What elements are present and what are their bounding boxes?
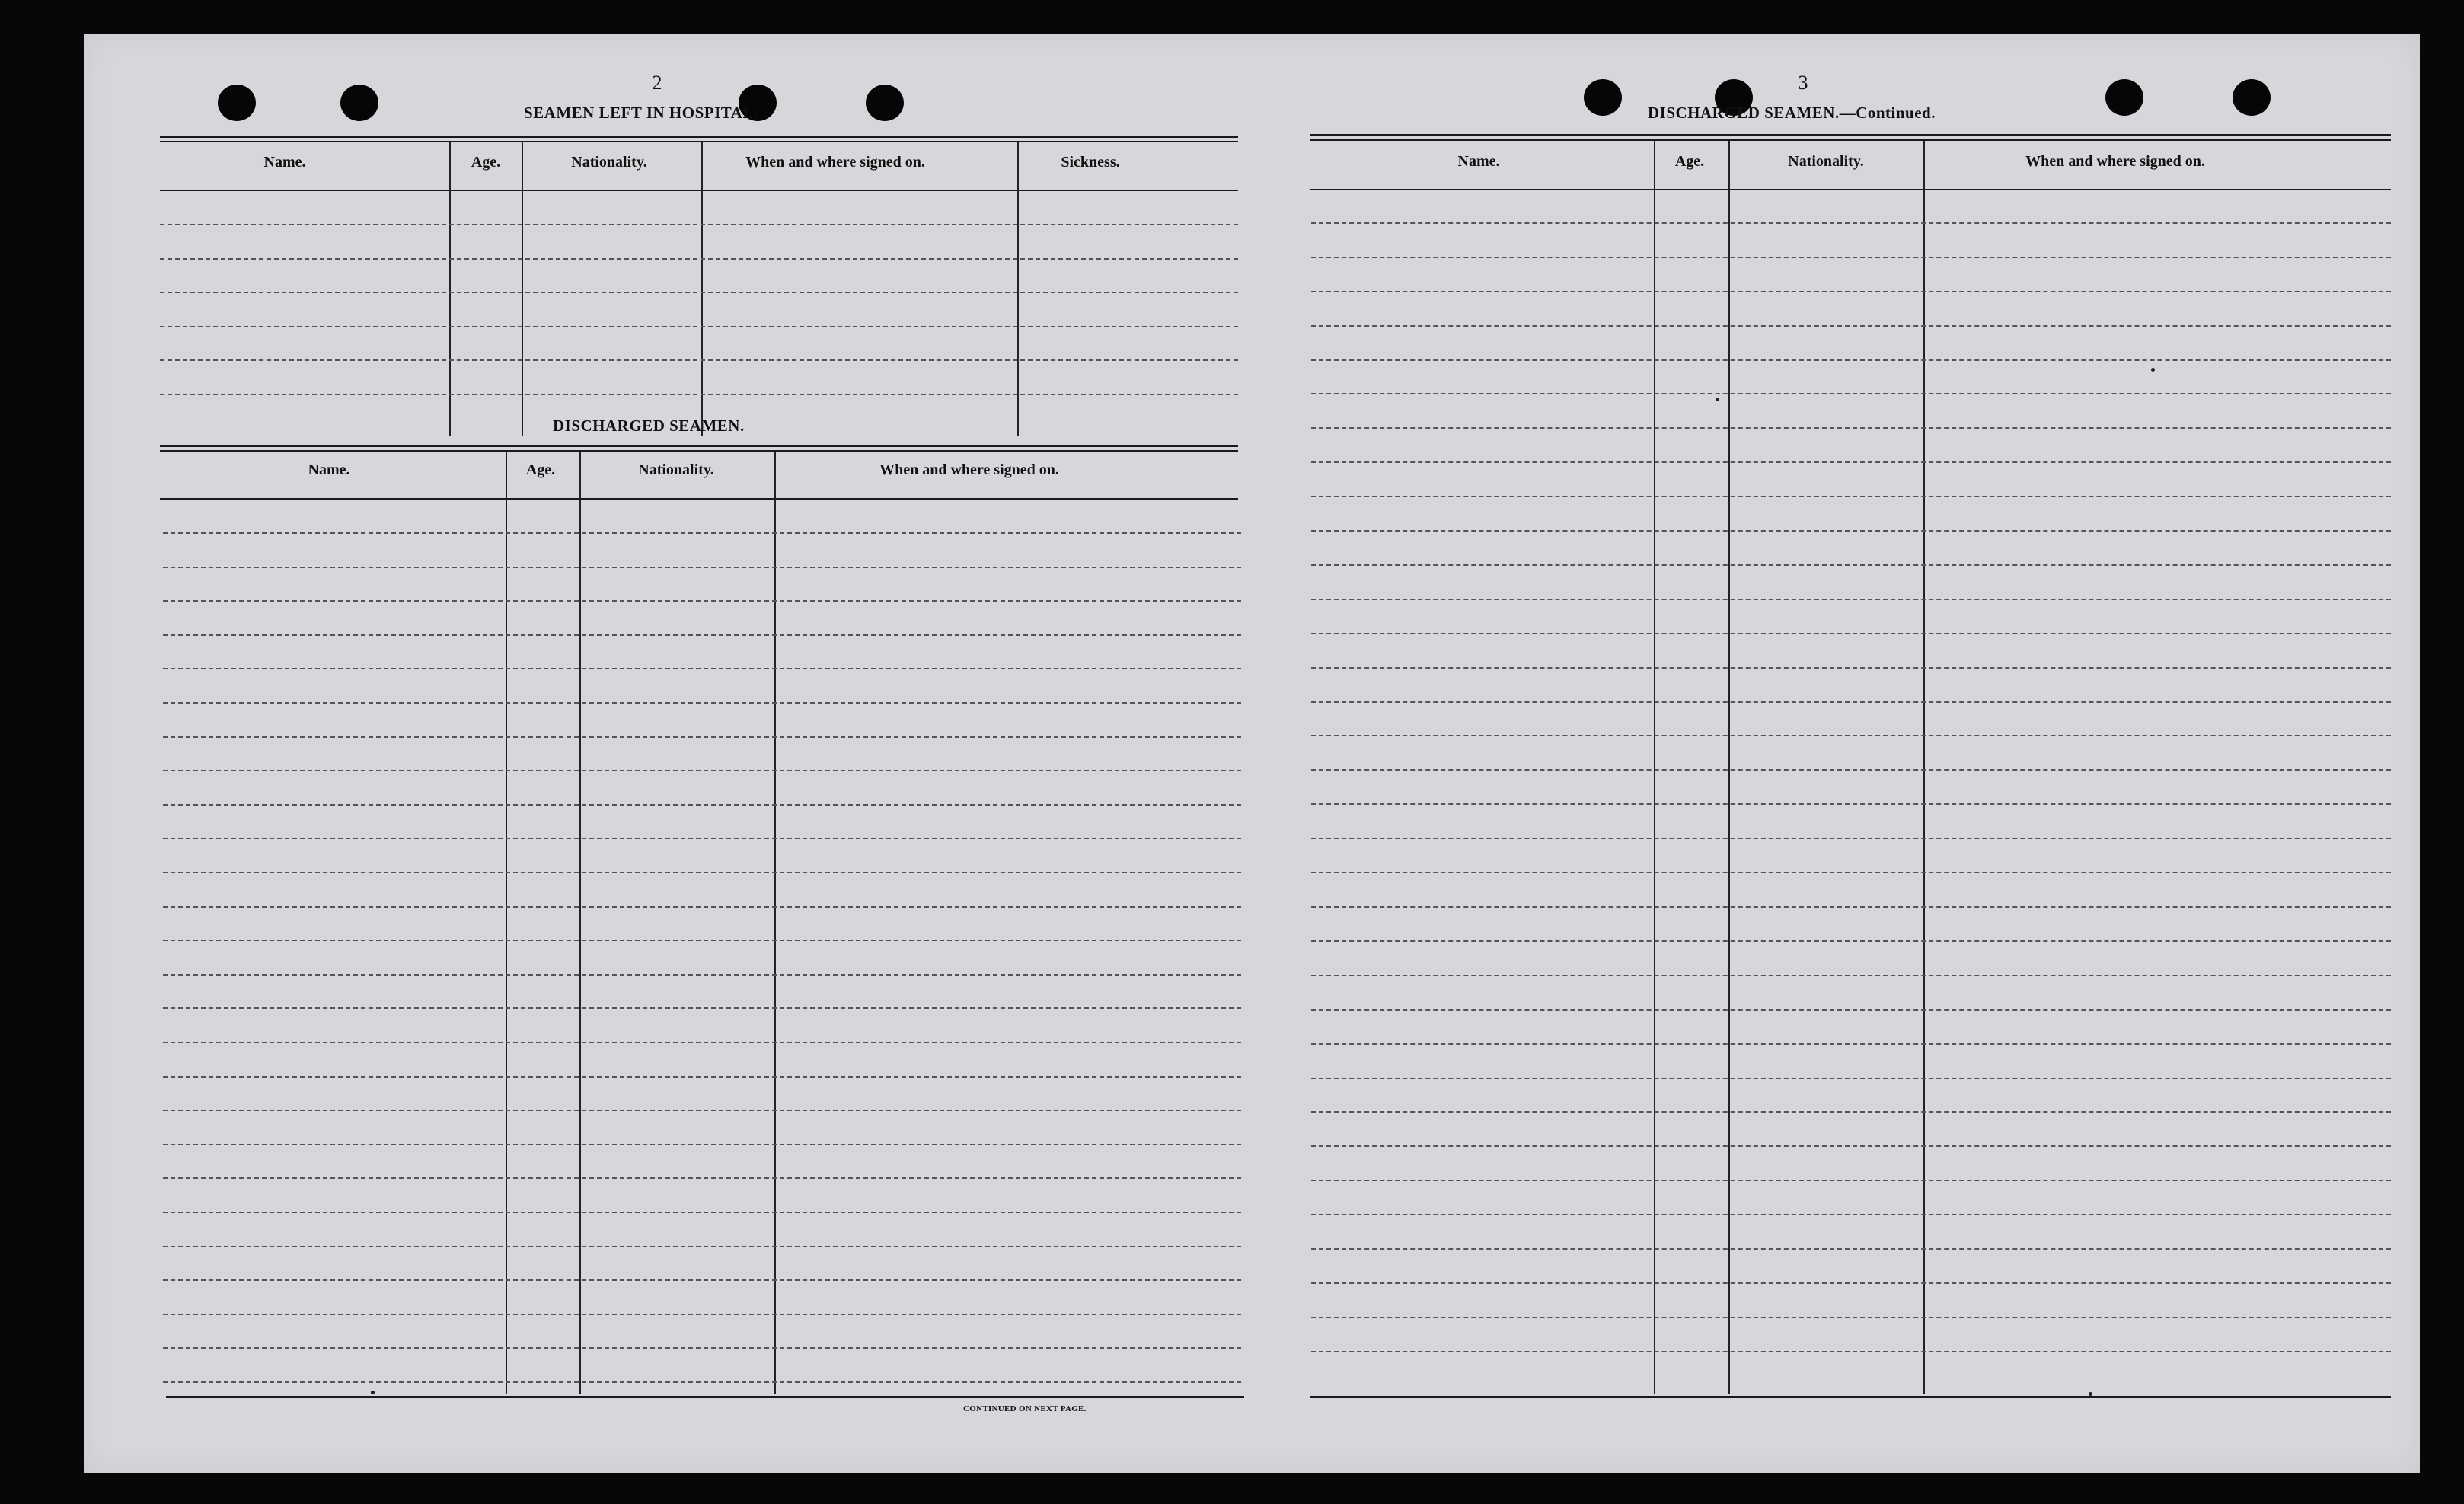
right-col-signed-on: When and where signed on. — [2025, 153, 2205, 170]
ruled-line — [163, 532, 1241, 534]
right-col-divider — [1923, 141, 1925, 1394]
right-col-divider — [1728, 141, 1730, 1394]
ruled-line — [1311, 222, 2391, 224]
right-col-nationality: Nationality. — [1788, 153, 1864, 170]
right-bottom-rule — [1310, 1396, 2391, 1398]
form-sheet — [84, 34, 2420, 1473]
hospital-col-divider — [449, 142, 451, 436]
ruled-line — [163, 1007, 1241, 1009]
ruled-line — [1311, 633, 2391, 634]
ruled-line — [1311, 975, 2391, 976]
paper-speck — [2151, 368, 2155, 372]
ruled-line — [1311, 906, 2391, 908]
ruled-line — [1311, 803, 2391, 805]
ruled-line — [163, 1212, 1241, 1213]
ruled-line — [163, 736, 1241, 738]
hospital-section-title: SEAMEN LEFT IN HOSPITAL. — [524, 104, 758, 122]
ruled-line — [1311, 1351, 2391, 1352]
paper-speck — [2089, 1392, 2092, 1396]
hospital-col-divider — [701, 142, 703, 436]
right-col-name: Name. — [1457, 153, 1500, 170]
hospital-col-nationality: Nationality. — [571, 154, 647, 171]
ruled-line — [163, 702, 1241, 704]
ruled-line — [163, 567, 1241, 568]
discharged-col-age: Age. — [525, 461, 556, 478]
ruled-line — [163, 1279, 1241, 1281]
ruled-line — [163, 838, 1241, 839]
discharged-top-rule — [160, 445, 1238, 447]
discharged-col-divider — [579, 452, 581, 1394]
discharged-bottom-rule — [166, 1396, 1244, 1398]
ruled-line — [163, 1110, 1241, 1111]
ruled-line — [160, 394, 1238, 395]
ruled-line — [163, 1246, 1241, 1247]
discharged-continued-title: DISCHARGED SEAMEN.—Continued. — [1648, 104, 1936, 122]
hospital-col-divider — [1017, 142, 1019, 436]
hospital-top-rule — [160, 136, 1238, 138]
ruled-line — [163, 1177, 1241, 1179]
ruled-line — [1311, 667, 2391, 669]
ruled-line — [1311, 427, 2391, 429]
ruled-line — [163, 634, 1241, 636]
punch-hole — [218, 85, 256, 121]
hospital-col-name: Name. — [263, 154, 306, 171]
hospital-col-divider — [522, 142, 523, 436]
ruled-line — [163, 1381, 1241, 1383]
hospital-top-rule — [160, 141, 1238, 142]
hospital-col-sickness: Sickness. — [1061, 154, 1120, 171]
discharged-col-divider — [774, 452, 776, 1394]
ruled-line — [1311, 1317, 2391, 1318]
ruled-line — [1311, 1078, 2391, 1079]
ruled-line — [1311, 291, 2391, 292]
discharged-header-rule — [160, 498, 1238, 500]
ruled-line — [1311, 769, 2391, 771]
hospital-col-signed-on: When and where signed on. — [745, 154, 925, 171]
ruled-line — [1311, 1248, 2391, 1250]
ruled-line — [1311, 1214, 2391, 1215]
ruled-line — [1311, 838, 2391, 839]
ruled-line — [1311, 1282, 2391, 1284]
punch-hole — [866, 85, 904, 121]
ruled-line — [163, 1042, 1241, 1043]
discharged-col-signed-on: When and where signed on. — [879, 461, 1059, 478]
discharged-top-rule — [160, 450, 1238, 452]
discharged-col-name: Name. — [308, 461, 350, 478]
page-number-right: 3 — [1798, 72, 1808, 94]
ruled-line — [163, 1144, 1241, 1145]
ruled-line — [1311, 461, 2391, 463]
ruled-line — [160, 326, 1238, 327]
right-top-rule — [1310, 139, 2391, 141]
ruled-line — [163, 668, 1241, 669]
right-col-age: Age. — [1674, 153, 1705, 170]
ruled-line — [163, 804, 1241, 806]
ruled-line — [160, 224, 1238, 225]
discharged-col-nationality: Nationality. — [638, 461, 714, 478]
ruled-line — [1311, 359, 2391, 361]
ruled-line — [160, 359, 1238, 361]
ruled-line — [1311, 735, 2391, 736]
discharged-section-title: DISCHARGED SEAMEN. — [553, 417, 745, 435]
ruled-line — [1311, 496, 2391, 497]
ruled-line — [160, 258, 1238, 260]
hospital-col-age: Age. — [471, 154, 501, 171]
ruled-line — [1311, 940, 2391, 942]
ruled-line — [1311, 1145, 2391, 1147]
discharged-col-divider — [506, 452, 507, 1394]
punch-hole — [2105, 79, 2143, 116]
ruled-line — [163, 1076, 1241, 1078]
ruled-line — [163, 600, 1241, 602]
page-number-left: 2 — [652, 72, 662, 94]
paper-speck — [371, 1391, 375, 1394]
ruled-line — [163, 1314, 1241, 1315]
ruled-line — [1311, 257, 2391, 258]
ruled-line — [1311, 1009, 2391, 1011]
ruled-line — [1311, 1043, 2391, 1045]
ruled-line — [1311, 530, 2391, 532]
ruled-line — [160, 292, 1238, 293]
ruled-line — [1311, 564, 2391, 566]
punch-hole — [340, 85, 378, 121]
paper-speck — [1716, 398, 1719, 401]
ruled-line — [1311, 1180, 2391, 1181]
ruled-line — [1311, 872, 2391, 873]
ruled-line — [163, 872, 1241, 873]
right-top-rule — [1310, 134, 2391, 136]
ruled-line — [163, 1347, 1241, 1349]
hospital-header-rule — [160, 190, 1238, 191]
continued-note: CONTINUED ON NEXT PAGE. — [963, 1404, 1087, 1413]
ruled-line — [163, 940, 1241, 941]
right-header-rule — [1310, 189, 2391, 190]
ruled-line — [163, 906, 1241, 908]
ruled-line — [1311, 1111, 2391, 1113]
ruled-line — [1311, 701, 2391, 703]
punch-hole — [2233, 79, 2271, 116]
ruled-line — [163, 974, 1241, 976]
ruled-line — [1311, 393, 2391, 394]
ruled-line — [1311, 599, 2391, 600]
ruled-line — [1311, 325, 2391, 327]
ruled-line — [163, 770, 1241, 771]
right-col-divider — [1654, 141, 1655, 1394]
punch-hole — [1584, 79, 1622, 116]
